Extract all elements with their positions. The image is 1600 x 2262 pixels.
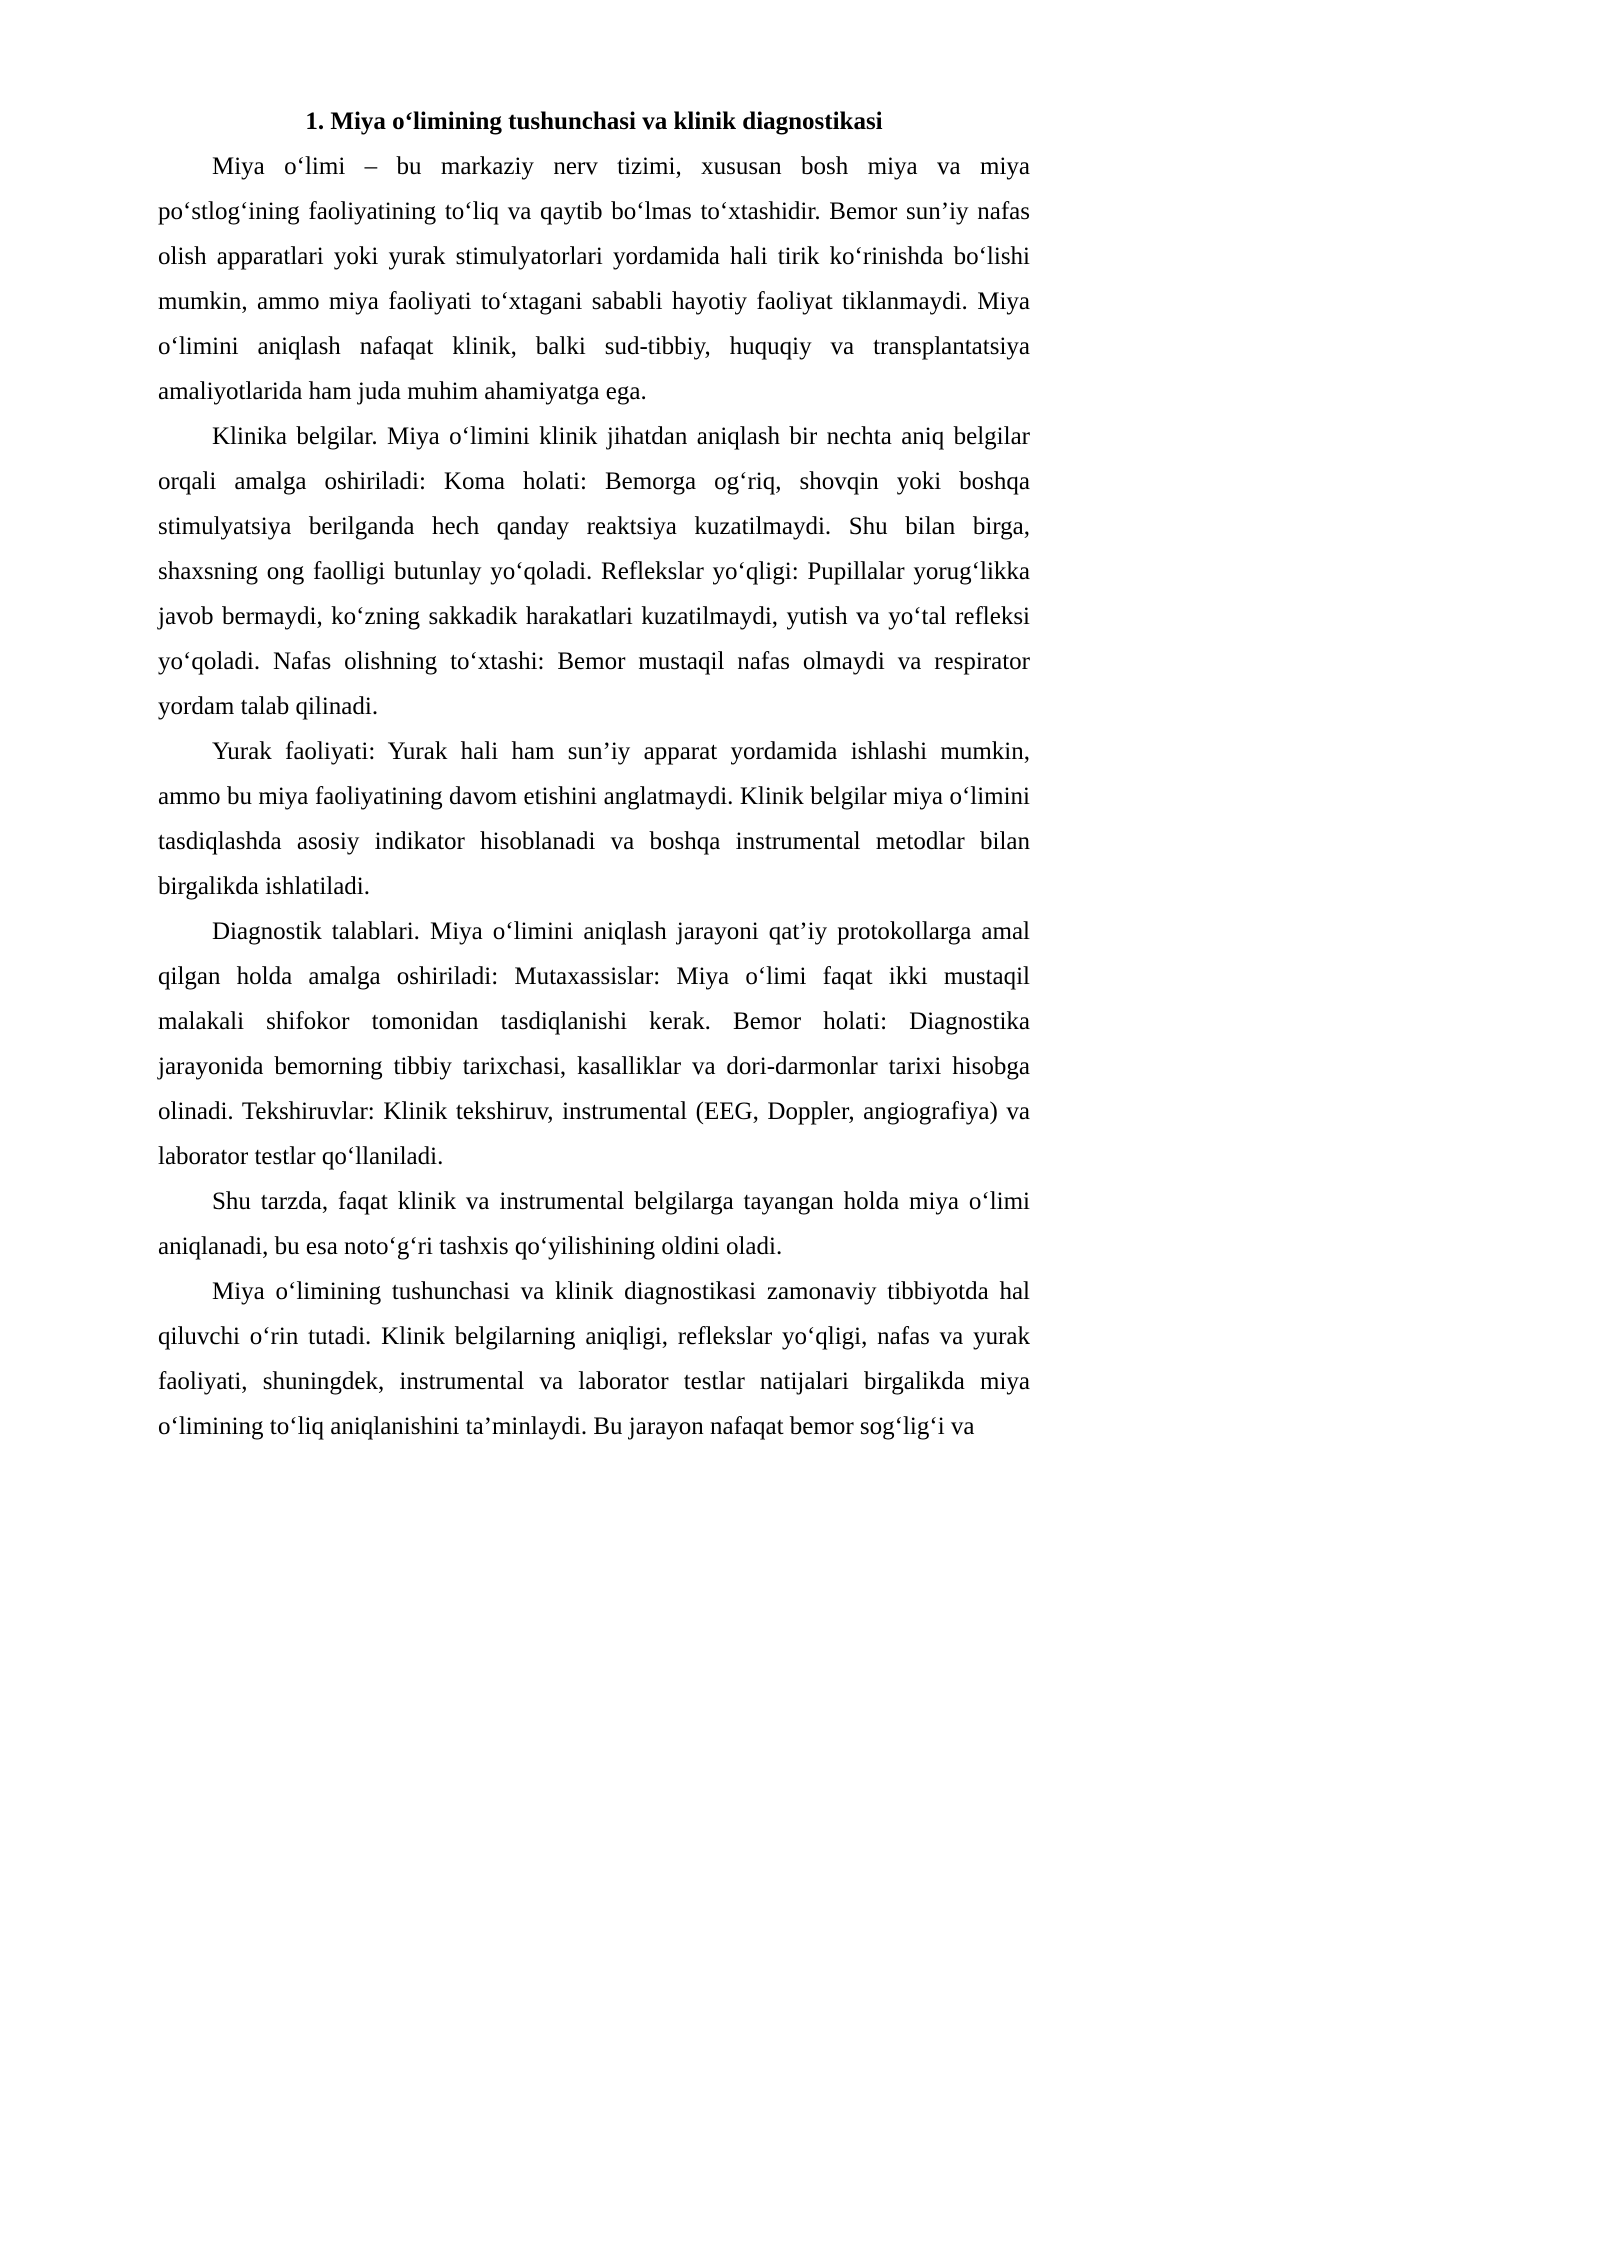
paragraph-heart-activity: Yurak faoliyati: Yurak hali ham sun’iy apparat yordamida ishlashi mumkin, ammo bu miya faoliyatining davom etishini anglatmaydi. Klinik belgilar miya o‘limini tasdiqlashda asosiy indikator hisoblanadi va boshqa instrumental metodlar bilan birgalikda ishlatiladi.: [158, 738, 1030, 900]
paragraph-clinical-signs: Klinika belgilar. Miya o‘limini klinik jihatdan aniqlash bir nechta aniq belgilar orqali amalga oshiriladi: Koma holati: Bemorga og‘riq, shovqin yoki boshqa stimulyatsiya berilganda hech qanday reaktsiya kuzatilmaydi. Shu bilan birga, shaxsning ong faolligi butunlay yo‘qoladi. Reflekslar yo‘qligi: Pupillalar yorug‘likka javob bermaydi, ko‘zning sakkadik harakatlari kuzatilmaydi, yutish va yo‘tal refleksi yo‘qoladi. Nafas olishning to‘xtashi: Bemor mustaqil nafas olmaydi va respirator yordam talab qilinadi.: [158, 423, 1030, 720]
document-body: [158, 99, 1030, 1449]
section-title: 1. Miya o‘limining tushunchasi va klinik diagnostikasi: [305, 108, 883, 135]
paragraph-definition: Miya o‘limi – bu markaziy nerv tizimi, xususan bosh miya va miya po‘stlog‘ining faoliyatining to‘liq va qaytib bo‘lmas to‘xtashidir. Bemor sun’iy nafas olish apparatlari yoki yurak stimulyatorlari yordamida hali tirik ko‘rinishda bo‘lishi mumkin, ammo miya faoliyati to‘xtagani sababli hayotiy faoliyat tiklanmaydi. Miya o‘limini aniqlash nafaqat klinik, balki sud-tibbiy, huquqiy va transplantatsiya amaliyotlarida ham juda muhim ahamiyatga ega.: [158, 153, 1030, 405]
paragraph-diagnostic-requirements: Diagnostik talablari. Miya o‘limini aniqlash jarayoni qat’iy protokollarga amal qilgan holda amalga oshiriladi: Mutaxassislar: Miya o‘limi faqat ikki mustaqil malakali shifokor tomonidan tasdiqlanishi kerak. Bemor holati: Diagnostika jarayonida bemorning tibbiy tarixchasi, kasalliklar va dori-darmonlar tarixi hisobga olinadi. Tekshiruvlar: Klinik tekshiruv, instrumental (EEG, Doppler, angiografiya) va laborator testlar qo‘llaniladi.: [158, 918, 1030, 1170]
paragraph-summary: Shu tarzda, faqat klinik va instrumental belgilarga tayangan holda miya o‘limi aniqlanadi, bu esa noto‘g‘ri tashxis qo‘yilishining oldini oladi.: [158, 1188, 1030, 1260]
document-page: [0, 0, 1100, 1556]
paragraph-conclusion: Miya o‘limining tushunchasi va klinik diagnostikasi zamonaviy tibbiyotda hal qiluvchi o‘rin tutadi. Klinik belgilarning aniqligi, reflekslar yo‘qligi, nafas va yurak faoliyati, shuningdek, instrumental va laborator testlar natijalari birgalikda miya o‘limining to‘liq aniqlanishini ta’minlaydi. Bu jarayon nafaqat bemor sog‘lig‘i va: [158, 1278, 1030, 1440]
